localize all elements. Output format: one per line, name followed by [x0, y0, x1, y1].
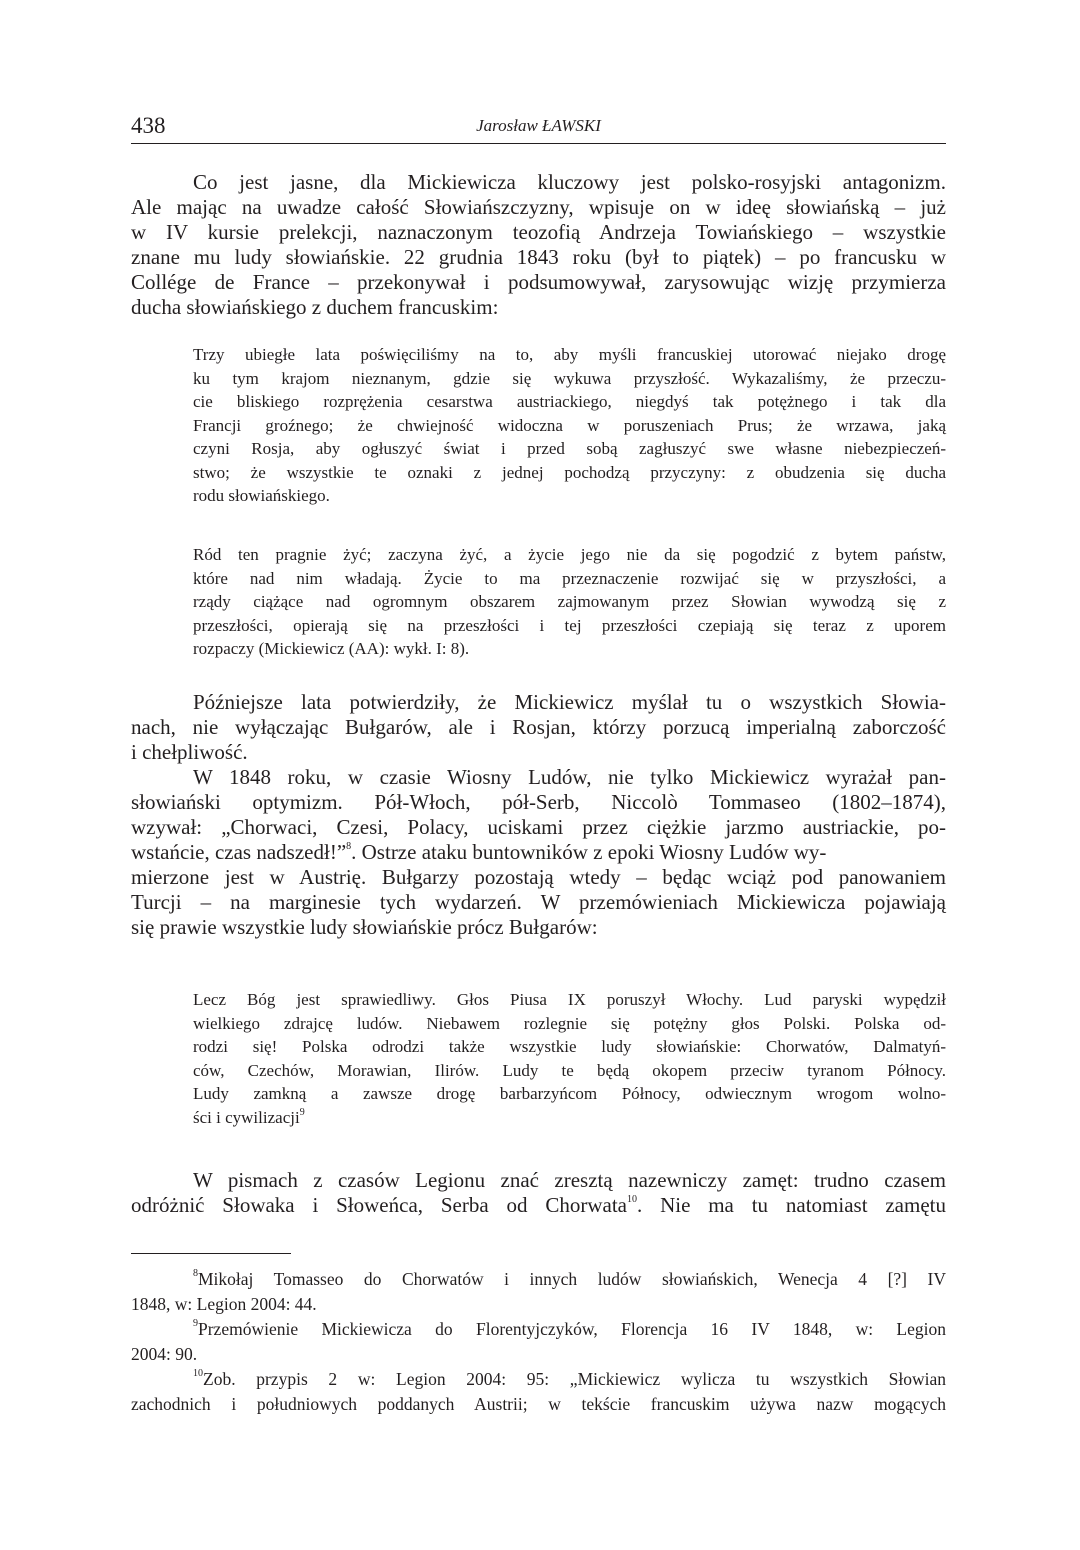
text-line: nach, nie wyłączając Bułgarów, ale i Rosjan, którzy porzucą imperialną zaborczość [131, 715, 946, 739]
footnote-ref-8[interactable]: 8 [346, 841, 352, 852]
block-quote-2 [193, 543, 946, 661]
quote-line: rodzi się! Polska odrodzi także wszystkie ludy słowiańskie: Chorwatów, Dalmatyń- [193, 1037, 946, 1056]
quote-line: ku tym krajom nieznanym, gdzie się wykuwa przyszłość. Wykazaliśmy, że przeczu- [193, 368, 946, 388]
quote-line: rodu słowiańskiego. [193, 486, 330, 505]
quote-line: które nad nim władają. Życie to ma przeznaczenie rozwijać się w przyszłości, a [193, 568, 946, 588]
footnote-ref-10[interactable]: 10 [626, 1194, 637, 1205]
text-line: ducha słowiańskiego z duchem francuskim: [131, 295, 499, 319]
footnote-8 [131, 1267, 946, 1292]
footnote-line: zachodnich i południowych poddanych Austrii; w tekście francuskim używa nazw mogących [131, 1394, 946, 1414]
text-fragment: Zob. przypis 2 w: Legion 2004: 95: „Mickiewicz wylicza tu wszystkich Słowian [203, 1369, 946, 1389]
quote-line: przeszłości, opierają się na przeszłości i tej przeszłości czepiają się teraz z uporem [193, 615, 946, 635]
footnote-9 [131, 1317, 946, 1342]
footnote-ref-9[interactable]: 9 [299, 1106, 305, 1118]
footnote-line: 1848, w: Legion 2004: 44. [131, 1294, 317, 1314]
text-line: Turcji – na marginesie tych wydarzeń. W przemówieniach Mickiewicza pojawiają [131, 890, 946, 914]
quote-line: rządy ciążące nad ogromnym obszarem zajmowanym przez Słowian wywodzą się z [193, 592, 946, 611]
text-line: wzywał: „Chorwaci, Czesi, Polacy, uciskami przez ciężkie jarzmo austriackie, po- [131, 815, 946, 839]
footnote-number: 9 [193, 1318, 198, 1329]
text-fragment: . Nie ma tu natomiast zamętu [636, 1193, 946, 1217]
text-line: Collége de France – przekonywał i podsumowywał, zarysowując wizję przymierza [131, 270, 946, 294]
quote-line: rozpaczy (Mickiewicz (AA): wykł. I: 8). [193, 639, 470, 658]
text-line [131, 1193, 946, 1218]
text-line: Późniejsze lata potwierdziły, że Mickiewicz myślał tu o wszystkich Słowia- [193, 690, 946, 714]
footnote-rule [131, 1253, 291, 1254]
quote-line: Ród ten pragnie żyć; zaczyna żyć, a życie jego nie da się pogodzić z bytem państw, [193, 545, 946, 564]
paragraph-2 [131, 690, 946, 765]
block-quote-3 [193, 988, 946, 1129]
footnote-10 [131, 1367, 946, 1392]
footnote-line: 2004: 90. [131, 1344, 198, 1364]
quote-line: Trzy ubiegłe lata poświęciliśmy na to, aby myśli francuskiej utorować niejako drogę [193, 345, 946, 364]
text-line: i chełpliwość. [131, 740, 248, 764]
quote-line: czyni Rosja, aby ogłuszyć świat i przed sobą zagłuszyć swe własne niebezpieczeń- [193, 439, 946, 458]
text-fragment: ści i cywilizacji [193, 1107, 300, 1127]
paragraph-3 [131, 765, 946, 940]
text-fragment: wstańcie, czas nadszedł!” [131, 840, 347, 864]
paragraph-1 [131, 170, 946, 320]
footnote-number: 8 [193, 1268, 198, 1279]
block-quote-1 [193, 343, 946, 508]
quote-line: wielkiego zdrajcę ludów. Niebawem rozlegnie się potężny głos Polski. Polska od- [193, 1013, 946, 1033]
text-fragment: . Ostrze ataku buntowników z epoki Wiosny Ludów wy- [351, 840, 827, 864]
quote-line: Ludy zamkną a zawsze drogę barbarzyńcom Północy, odwiecznym wrogom wolno- [193, 1084, 946, 1103]
text-line: W 1848 roku, w czasie Wiosny Ludów, nie tylko Mickiewicz wyrażał pan- [193, 765, 946, 789]
quote-line: Lecz Bóg jest sprawiedliwy. Głos Piusa IX poruszył Włochy. Lud paryski wypędził [193, 990, 946, 1009]
text-line: mierzone jest w Austrię. Bułgarzy pozostają wtedy – będąc wciąż pod panowaniem [131, 865, 946, 889]
footnote-number: 10 [193, 1368, 203, 1379]
text-line: w IV kursie prelekcji, naznaczonym teozofią Andrzeja Towiańskiego – wszystkie [131, 220, 946, 244]
text-line [131, 840, 946, 865]
paragraph-4 [131, 1168, 946, 1218]
quote-line: cie bliskiego rozprężenia cesarstwa austriackiego, niegdyś tak potężnego i tak dla [193, 392, 946, 411]
text-line: słowiański optymizm. Pół-Włoch, pół-Serb, Niccolò Tommaseo (1802–1874), [131, 790, 946, 814]
quote-line: Francji groźnego; że chwiejność widoczna w poruszeniach Prus; że wrzawa, jaką [193, 415, 946, 435]
quote-line [193, 1106, 946, 1130]
header-rule [131, 143, 946, 144]
text-line: znane mu ludy słowiańskie. 22 grudnia 1843 roku (był to piątek) – po francusku w [131, 245, 946, 269]
text-line: się prawie wszystkie ludy słowiańskie prócz Bułgarów: [131, 915, 598, 939]
text-fragment: Przemówienie Mickiewicza do Florentyjczyków, Florencja 16 IV 1848, w: Legion [198, 1319, 946, 1339]
text-line: Ale mając na uwadze całość Słowiańszczyzny, wpisuje on w ideę słowiańską – już [131, 195, 946, 219]
text-line: Co jest jasne, dla Mickiewicza kluczowy jest polsko-rosyjski antagonizm. [193, 170, 946, 194]
footnotes [131, 1267, 946, 1417]
text-fragment: odróżnić Słowaka i Słoweńca, Serba od Chorwata [131, 1193, 627, 1217]
quote-line: stwo; że wszystkie te oznaki z jednej pochodzą przyczyny: z obudzenia się ducha [193, 462, 946, 482]
text-fragment: Mikołaj Tomasseo do Chorwatów i innych ludów słowiańskich, Wenecja 4 [?] IV [198, 1269, 946, 1289]
quote-line: ców, Czechów, Morawian, Ilirów. Ludy te będą okopem przeciw tyranom Północy. [193, 1060, 946, 1080]
running-head: Jarosław ŁAWSKI [476, 116, 601, 135]
page-number: 438 [131, 113, 166, 138]
text-line: W pismach z czasów Legionu znać zresztą nazewniczy zamęt: trudno czasem [193, 1168, 946, 1192]
